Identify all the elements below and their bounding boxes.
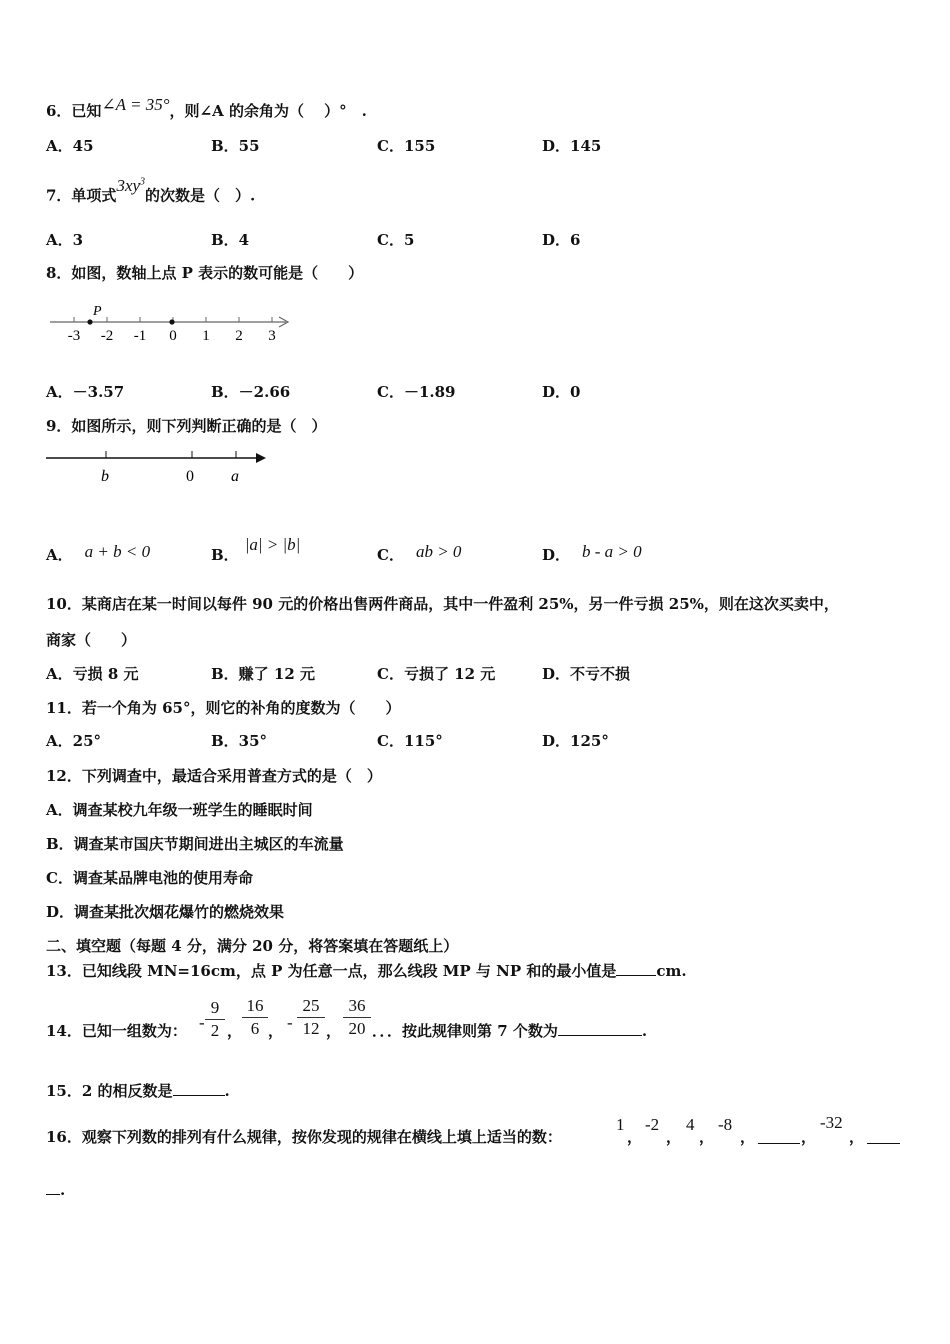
q16-number-5: -32 (820, 1113, 843, 1132)
q7-option-a[interactable]: A．3 (46, 231, 84, 249)
q8-point-p (87, 319, 92, 324)
question-6 (46, 95, 367, 121)
q8-tick-label: 3 (268, 328, 276, 344)
q9-label-b: b (101, 468, 109, 485)
q14-fraction-3 (297, 995, 325, 1040)
q13-unit: cm. (656, 962, 687, 980)
q14-suffix: ．．．按此规律则第 7 个数为 (372, 1022, 558, 1040)
q7-suffix: 的次数是（ ）. (145, 186, 256, 205)
q12-option-a[interactable]: A．调查某校九年级一班学生的睡眠时间 (46, 801, 313, 819)
q16-sep-6: ， (849, 1128, 865, 1146)
q12-option-d[interactable]: D．调查某批次烟花爆竹的燃烧效果 (46, 903, 285, 921)
q14-fraction-4-denominator: 20 (348, 1019, 366, 1038)
question-12: 12．下列调查中，最适合采用普查方式的是（ ） (46, 767, 382, 785)
q14-fraction-4 (343, 995, 371, 1040)
question-13 (46, 961, 687, 981)
q6-prefix: 6．已知 (46, 102, 102, 120)
q12-option-c[interactable]: C．调查某品牌电池的使用寿命 (46, 869, 253, 887)
q9-option-a[interactable] (46, 542, 151, 565)
question-9: 9．如图所示，则下列判断正确的是（ ） (46, 417, 327, 435)
q14-prefix: 14．已知一组数为： (46, 1022, 187, 1040)
q16-prefix: 16．观察下列数的排列有什么规律，按你发现的规律在横线上填上适当的数： (46, 1128, 562, 1146)
q16-answer-blank-2-part-1[interactable] (867, 1129, 900, 1144)
q9-option-b-letter: B． (211, 546, 239, 564)
q9-label-zero: 0 (186, 468, 194, 485)
q14-fraction-3-denominator: 12 (302, 1019, 320, 1038)
q9-option-b-math: |a| > |b| (244, 535, 301, 554)
q11-option-d[interactable]: D．125° (542, 732, 609, 750)
q14-fraction-1 (205, 997, 225, 1042)
q7-monomial (116, 176, 145, 195)
q12-option-b[interactable]: B．调查某市国庆节期间进出主城区的车流量 (46, 835, 344, 853)
q8-origin-dot (169, 319, 174, 324)
q6-suffix: ，则∠A 的余角为（ ）° . (169, 102, 367, 120)
q8-tick-label: 0 (169, 328, 177, 344)
q14-sep-1: ， (227, 1022, 243, 1040)
q13-text: 13．已知线段 MN=16cm，点 P 为任意一点，那么线段 MP 与 NP 和的最小值是 (46, 962, 617, 980)
q14-sep-2: ， (268, 1022, 284, 1040)
q16-sep-3: ， (699, 1128, 715, 1146)
q6-option-a[interactable]: A．45 (46, 137, 94, 155)
q7-option-d[interactable]: D．6 (542, 231, 581, 249)
q9-option-d[interactable] (542, 542, 642, 565)
q14-fraction-1-denominator: 2 (210, 1021, 220, 1040)
q8-option-c[interactable]: C．－1.89 (377, 383, 456, 401)
q8-number-line (46, 300, 296, 350)
q9-option-c-letter: C． (377, 546, 404, 564)
q7-monomial-exponent: 3 (140, 176, 146, 187)
q6-math: ∠A = 35° (101, 95, 170, 114)
q9-number-line (44, 446, 274, 491)
q10-option-b[interactable]: B．赚了 12 元 (211, 665, 315, 683)
question-10-line2: 商家（ ） (46, 631, 137, 649)
q8-tick-label: 2 (235, 328, 243, 344)
q8-option-d[interactable]: D．0 (542, 383, 581, 401)
q14-sign-3: - (287, 1013, 293, 1032)
q9-option-a-letter: A． (46, 546, 73, 564)
q9-option-d-math: b - a > 0 (582, 542, 642, 561)
question-15 (46, 1081, 230, 1101)
q14-fraction-2-denominator: 6 (250, 1019, 260, 1038)
q10-option-d[interactable]: D．不亏不损 (542, 665, 631, 683)
q11-option-a[interactable]: A．25° (46, 732, 102, 750)
q8-option-a[interactable]: A．－3.57 (46, 383, 125, 401)
q11-option-b[interactable]: B．35° (211, 732, 268, 750)
q16-number-2: -2 (645, 1115, 660, 1134)
q14-sign-1: - (199, 1013, 205, 1032)
q8-tick-label: -1 (133, 328, 147, 344)
q16-sep-5: ， (801, 1128, 817, 1146)
q15-end: . (224, 1082, 230, 1100)
q16-answer-blank-2-part-2[interactable] (46, 1180, 60, 1195)
q14-fraction-2-numerator: 16 (242, 995, 268, 1018)
q9-label-a: a (231, 468, 239, 485)
q16-sep-2: ， (666, 1128, 682, 1146)
q16-line2 (46, 1180, 65, 1200)
q6-option-b[interactable]: B．55 (211, 137, 260, 155)
q9-option-a-math: a + b < 0 (84, 542, 151, 561)
q15-answer-blank[interactable] (173, 1081, 225, 1096)
section-2-title: 二、填空题（每题 4 分，满分 20 分，将答案填在答题纸上） (46, 937, 459, 955)
q10-option-a[interactable]: A．亏损 8 元 (46, 665, 139, 683)
q14-fraction-1-numerator: 9 (205, 997, 225, 1020)
q16-number-1: 1 (616, 1115, 625, 1134)
q16-end: . (60, 1181, 66, 1199)
q6-option-d[interactable]: D．145 (542, 137, 602, 155)
q13-answer-blank[interactable] (616, 961, 656, 976)
q7-option-c[interactable]: C．5 (377, 231, 415, 249)
question-7 (46, 175, 256, 206)
q14-fraction-4-numerator: 36 (343, 995, 371, 1018)
q7-monomial-base: 3xy (116, 175, 141, 195)
q14-end: . (641, 1022, 648, 1040)
q16-sep-1: ， (627, 1128, 643, 1146)
q8-option-b[interactable]: B．－2.66 (211, 383, 291, 401)
q14-sep-3: ， (326, 1022, 342, 1040)
q7-prefix: 7．单项式 (46, 186, 117, 205)
q11-option-c[interactable]: C．115° (377, 732, 443, 750)
question-10-line1: 10．某商店在某一时间以每件 90 元的价格出售两件商品，其中一件盈利 25%，另一件亏损 25%，则在这次买卖中， (46, 595, 839, 613)
q6-option-c[interactable]: C．155 (377, 137, 436, 155)
q9-option-d-letter: D． (542, 546, 571, 564)
q16-answer-blank-1[interactable] (758, 1129, 800, 1144)
q16-sep-4: ， (740, 1128, 756, 1146)
q14-fraction-2 (242, 995, 268, 1040)
question-8: 8．如图，数轴上点 P 表示的数可能是（ ） (46, 264, 364, 282)
q15-text: 15．2 的相反数是 (46, 1082, 173, 1100)
q14-answer-blank[interactable] (558, 1021, 642, 1036)
question-11: 11．若一个角为 65°，则它的补角的度数为（ ） (46, 699, 401, 717)
q7-option-b[interactable]: B．4 (211, 231, 250, 249)
q9-option-c-math: ab > 0 (415, 542, 462, 561)
q8-tick-label: -2 (100, 328, 114, 344)
q9-option-b[interactable] (211, 535, 301, 565)
q14-suffix-line (372, 1021, 647, 1041)
q16-number-3: 4 (686, 1115, 695, 1134)
q16-number-4: -8 (718, 1115, 733, 1134)
q8-point-label: P (93, 304, 102, 319)
q14-fraction-3-numerator: 25 (297, 995, 325, 1018)
q8-tick-label: 1 (202, 328, 210, 344)
q8-tick-label: -3 (67, 328, 81, 344)
q9-option-c[interactable] (377, 542, 462, 565)
q10-option-c[interactable]: C．亏损了 12 元 (377, 665, 496, 683)
